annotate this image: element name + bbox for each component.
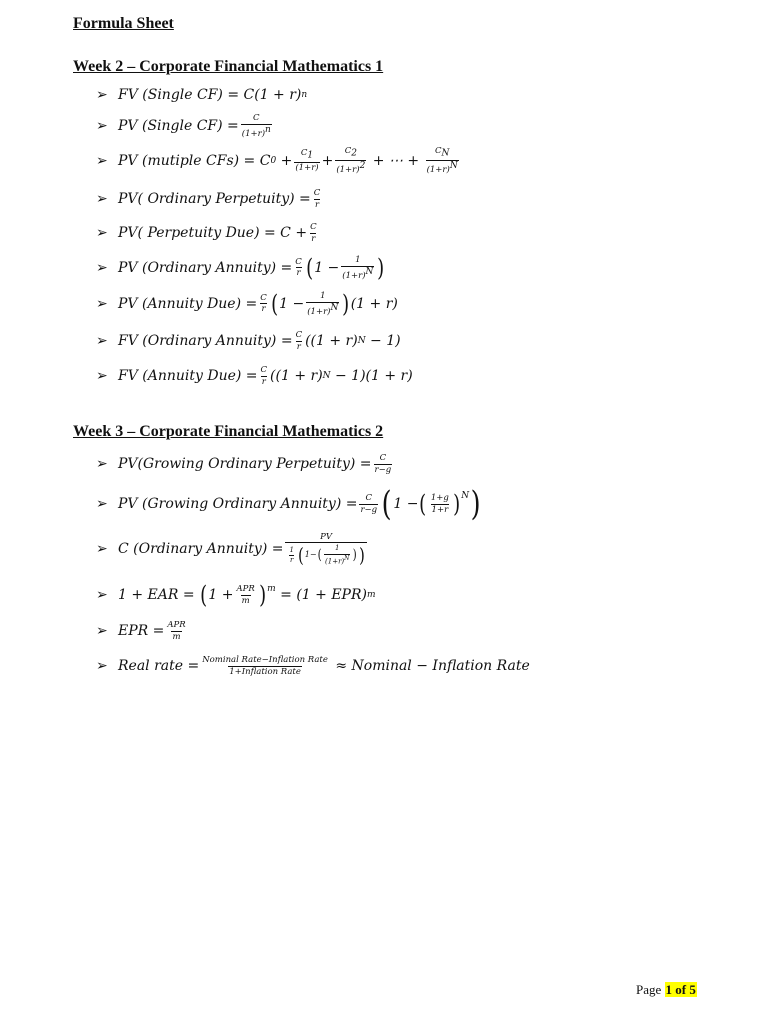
- bullet-icon: ➢: [96, 623, 108, 639]
- formula-c-ordinary-annuity: ➢ C (Ordinary Annuity) = PV $\frac{1}{r}$ ( 1− ( $\frac{1}{(1+r)^N}$ ) ): [96, 531, 365, 568]
- bullet-icon: ➢: [96, 191, 108, 207]
- formula-pv-ordinary-annuity: ➢ PV (Ordinary Annuity) = $\frac{C}{r}$ ( 1 − $\frac{1}{(1+r)^N}$ ): [96, 253, 385, 282]
- formula-epr: ➢ EPR = $\frac{\text{APR}}{m}$: [96, 619, 186, 642]
- formula-pv-annuity-due: ➢ PV (Annuity Due) = $\frac{C}{r}$ ( 1 − $\frac{1}{(1+r)^N}$ ) (1 + r): [96, 289, 398, 318]
- formula-pv-growing-annuity: ➢ PV (Growing Ordinary Annuity) = $\frac{C}{r-g}$ ( 1 − ( $\frac{1+g}{1+r}$ ) $^N$ ): [96, 484, 481, 524]
- formula-fv-annuity-due: ➢ FV (Annuity Due) = $\frac{C}{r}$ ((1 + r) N − 1)(1 + r): [96, 364, 413, 387]
- bullet-icon: ➢: [96, 587, 108, 603]
- formula-pv-single: ➢ PV (Single CF) = $\frac{C}{(1+r)^n}$: [96, 112, 271, 139]
- bullet-icon: ➢: [96, 658, 108, 674]
- bullet-icon: ➢: [96, 260, 108, 276]
- formula-pv-multiple: ➢ PV (mutiple CFs) = C 0 + $\frac{C_1}{(1+r)}$ + $\frac{C_2}{(1+r)^2}$ + ⋯ + $\frac{C_N}{(1+r)^N}$: [96, 146, 458, 176]
- bullet-icon: ➢: [96, 368, 108, 384]
- formula-ear: ➢ 1 + EAR = ( 1 + $\frac{\text{APR}}{m}$ ) $^m$ = (1 + EPR) m: [96, 581, 376, 609]
- bullet-icon: ➢: [96, 496, 108, 512]
- bullet-icon: ➢: [96, 118, 108, 134]
- week3-heading: Week 3 – Corporate Financial Mathematics 2: [73, 423, 384, 440]
- page-footer: Page 1 of 5: [636, 982, 696, 997]
- page-title: Formula Sheet: [73, 15, 174, 32]
- bullet-icon: ➢: [96, 333, 108, 349]
- bullet-icon: ➢: [96, 456, 108, 472]
- bullet-icon: ➢: [96, 541, 108, 557]
- formula-pv-perpetuity-due: ➢ PV( Perpetuity Due) = C + $\frac{C}{r}$: [96, 221, 317, 244]
- page-number: 1 of 5: [665, 982, 696, 997]
- formula-fv-ordinary-annuity: ➢ FV (Ordinary Annuity) = $\frac{C}{r}$ ((1 + r) N − 1): [96, 329, 401, 352]
- formula-pv-ordinary-perpetuity: ➢ PV( Ordinary Perpetuity) = $\frac{C}{r}$: [96, 187, 321, 210]
- bullet-icon: ➢: [96, 296, 108, 312]
- bullet-icon: ➢: [96, 87, 108, 103]
- bullet-icon: ➢: [96, 153, 108, 169]
- formula-fv-single: ➢ FV (Single CF) = C(1 + r) n: [96, 87, 308, 103]
- formula-real-rate: ➢ Real rate = $\frac{\text{Nominal Rate−Inflation Rate}}{\text{1+Inflation Rate}}$ ≈ Nominal − Inflation Rate: [96, 654, 530, 677]
- week2-heading: Week 2 – Corporate Financial Mathematics 1: [73, 58, 384, 75]
- bullet-icon: ➢: [96, 225, 108, 241]
- formula-pv-growing-perpetuity: ➢ PV(Growing Ordinary Perpetuity) = $\frac{C}{r-g}$: [96, 452, 392, 475]
- fraction: $\frac{C}{(1+r)^n}$: [241, 112, 271, 139]
